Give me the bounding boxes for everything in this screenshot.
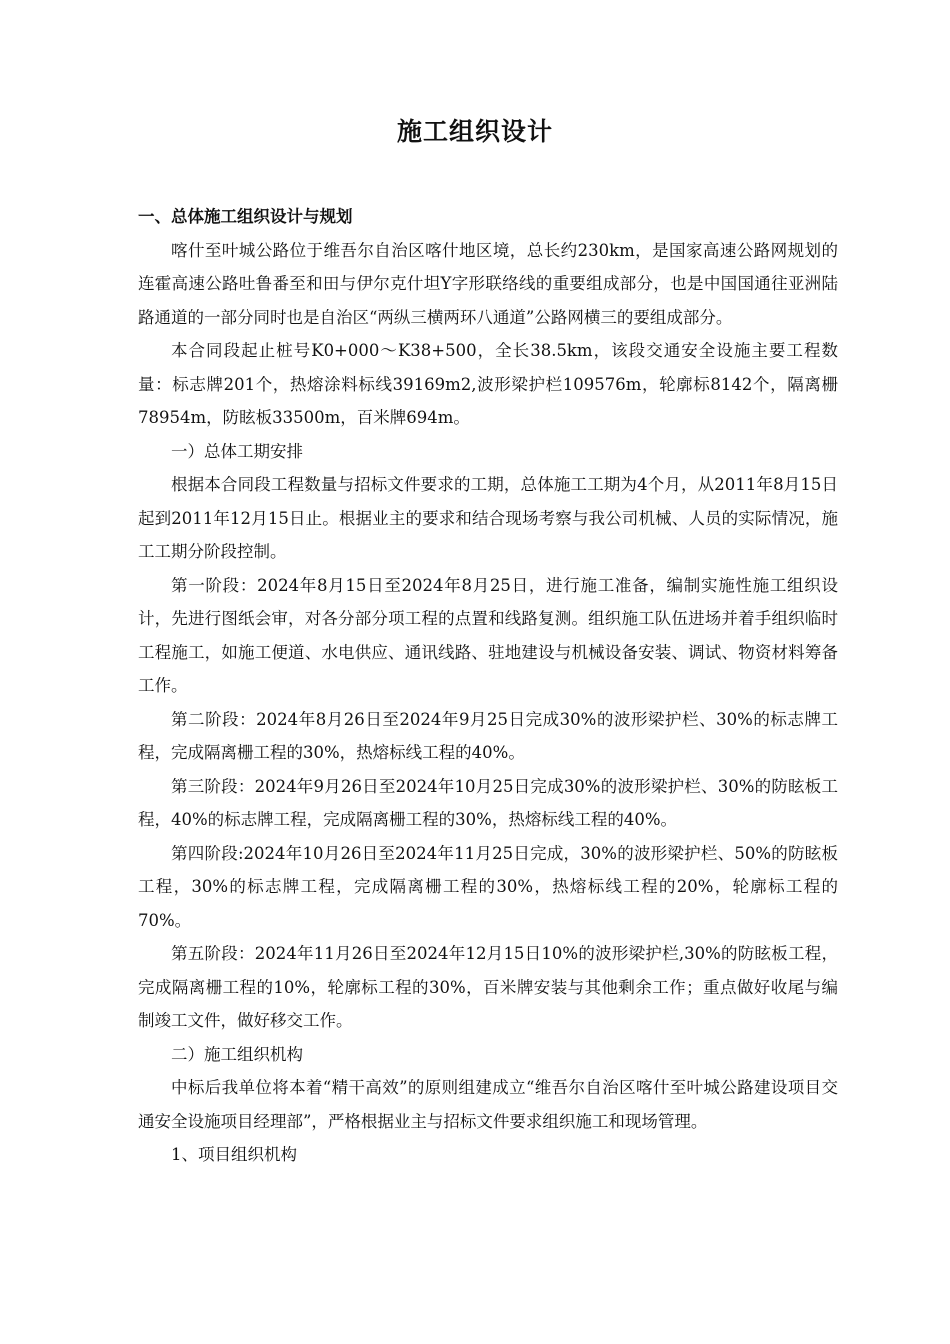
- paragraph: 喀什至叶城公路位于维吾尔自治区喀什地区境，总长约230km，是国家高速公路网规划的连霍高速公路吐鲁番至和田与伊尔克什坦Y字形联络线的重要组成部分，也是中国国通往亚洲陆路通道的一部分同时也是自治区“两纵三横两环八通道”公路网横三的要组成部分。: [138, 240, 838, 327]
- paragraph: 本合同段起止桩号K0+000～K38+500，全长38.5km，该段交通安全设施主要工程数量：标志牌201个，热熔涂料标线39169m2,波形梁护栏109576m，轮廓标8142个，隔离栅78954m，防眩板33500m，百米牌694m。: [138, 341, 838, 427]
- section-heading: 一、总体施工组织设计与规划: [138, 207, 353, 226]
- paragraph: 中标后我单位将本着“精干高效”的原则组建成立“维吾尔自治区喀什至叶城公路建设项目交通安全设施项目经理部”，严格根据业主与招标文件要求组织施工和现场管理。: [138, 1078, 838, 1131]
- document-title: 施工组织设计: [396, 117, 553, 146]
- paragraph: 第五阶段：2024年11月26日至2024年12月15日10%的波形梁护栏,30%的防眩板工程，完成隔离栅工程的10%，轮廓标工程的30%，百米牌安装与其他剩余工作；重点做好收尾与编制竣工文件，做好移交工作。: [138, 944, 838, 1030]
- paragraph: 第四阶段:2024年10月26日至2024年11月25日完成，30%的波形梁护栏、50%的防眩板工程，30%的标志牌工程，完成隔离栅工程的30%，热熔标线工程的20%，轮廓标工程的70%。: [138, 843, 838, 930]
- paragraph: 第三阶段：2024年9月26日至2024年10月25日完成30%的波形梁护栏、30%的防眩板工程，40%的标志牌工程，完成隔离栅工程的30%，热熔标线工程的40%。: [138, 776, 838, 829]
- paragraph: 第一阶段：2024年8月15日至2024年8月25日，进行施工准备，编制实施性施工组织设计，先进行图纸会审，对各分部分项工程的点置和线路复测。组织施工队伍进场并着手组织临时工程施工，如施工便道、水电供应、通讯线路、驻地建设与机械设备安装、调试、物资材料筹备工作。: [138, 575, 838, 695]
- subsection-heading: 二）施工组织机构: [171, 1044, 303, 1064]
- paragraph: 根据本合同段工程数量与招标文件要求的工期，总体施工工期为4个月，从2011年8月15日起到2011年12月15日止。根据业主的要求和结合现场考察与我公司机械、人员的实际情况，施工工期分阶段控制。: [138, 475, 838, 561]
- subsection-heading: 1、项目组织机构: [171, 1145, 297, 1164]
- subsection-heading: 一）总体工期安排: [171, 441, 303, 461]
- paragraph: 第二阶段：2024年8月26日至2024年9月25日完成30%的波形梁护栏、30%的标志牌工程，完成隔离栅工程的30%，热熔标线工程的40%。: [138, 709, 838, 762]
- document-body: [138, 200, 838, 1172]
